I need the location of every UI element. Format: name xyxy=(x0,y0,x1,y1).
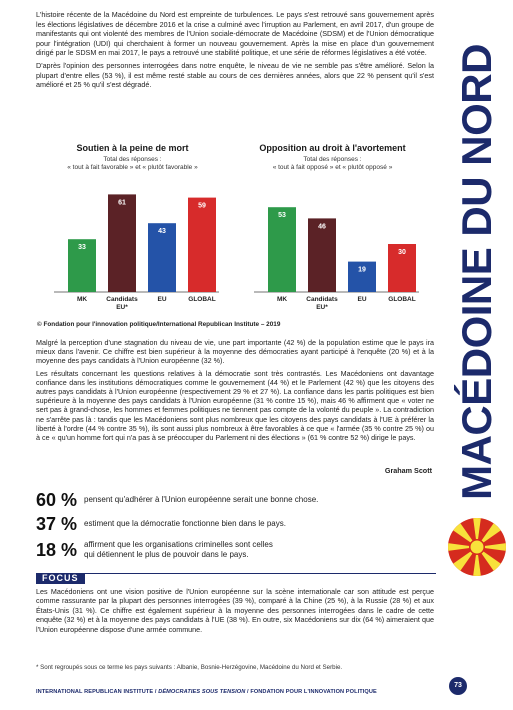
stat-text-line2: qui détiennent le plus de pouvoir dans le pays. xyxy=(84,549,249,559)
bar-candidats-eu- xyxy=(108,194,136,292)
north-macedonia-flag-icon xyxy=(447,517,507,577)
chart2-subtitle xyxy=(240,156,425,172)
focus-text: Les Macédoniens ont une vision positive de l'Union européenne sur la scène internationale car son attitude est perçue comme rassurante par la plupart des personnes interrogées (39 %), comparé à la Chine (25 %), à la Russie (28 %) et aux États-Unis (31 %). Ce chiffre est également supérieur à la moyenne des personnes interrogées dans le cadre de cette enquête (32 %) et à la moyenne des pays candidats à l'UE (38 %). En outre, six Macédoniens sur dix (64 %) aimeraient que l'Union européenne dispose d'une armée commune. xyxy=(36,587,434,634)
chart-source: © Fondation pour l'innovation politique/International Republican Institute – 2019 xyxy=(37,321,281,328)
bar-value-label: 46 xyxy=(318,223,326,231)
bar-global xyxy=(188,198,216,292)
category-label: GLOBAL xyxy=(388,296,416,303)
intro-text xyxy=(36,10,434,93)
stat-text-line1: estiment que la démocratie fonctionne bien dans le pays. xyxy=(84,519,286,528)
stat-value: 60 % xyxy=(36,490,78,510)
category-label: EU xyxy=(157,296,167,303)
category-label: MK xyxy=(76,296,88,303)
stat-value: 18 % xyxy=(36,540,78,560)
author-name: Graham Scott xyxy=(384,466,432,475)
stat-text xyxy=(84,490,318,505)
bar-value-label: 30 xyxy=(398,249,406,256)
chart2-subtitle-line1: Total des réponses : xyxy=(303,156,362,163)
chart1-svg xyxy=(40,174,225,314)
chart1-title: Soutien à la peine de mort xyxy=(76,143,189,153)
focus-rule xyxy=(36,573,436,584)
chart1-subtitle-line2: « tout à fait favorable » et « plutôt favorable » xyxy=(67,164,198,171)
footer-part1: INTERNATIONAL REPUBLICAN INSTITUTE / xyxy=(36,689,159,695)
bar-value-label: 33 xyxy=(78,244,86,252)
side-title xyxy=(443,22,511,522)
side-title-text: MACÉDOINE DU NORD xyxy=(453,44,500,500)
body-paragraph-1: Malgré la perception d'une stagnation du niveau de vie, une part importante (42 %) de la population estime que le pays ira mieux dans l'avenir. Ce chiffre est bien supérieur à la moyenne des démocraties ayant participé à l'enquête (20 %) et à la moyenne des pays candidats à l'Union européenne (32 %). xyxy=(36,338,434,366)
chart1-subtitle-line1: Total des réponses : xyxy=(103,156,162,163)
stat-democracy xyxy=(36,514,436,534)
category-label: EU* xyxy=(116,304,128,311)
chart2-title: Opposition au droit à l'avortement xyxy=(259,143,406,153)
intro-paragraph-1: L'histoire récente de la Macédoine du Nord est empreinte de turbulences. Le pays s'est retrouvé sans gouvernement après les élections législatives de décembre 2016 et la crise a culminé avec l'irruption au Parlement, en avril 2017, d'un groupe de manifestants qui ont violenté des membres de l'Union sociale-démocrate de Macédoine (SDSM) et de l'Union démocratique pour l'intégration (UDI) qui cherchaient à former un nouveau gouvernement. Après la mise en place d'un gouvernement dirigé par le SDSM en mai 2017, le pays a retrouvé une stabilité politique, et une série de réformes législatives a été votée. xyxy=(36,10,434,58)
body-text xyxy=(36,338,434,445)
footer-part2: DÉMOCRATIES SOUS TENSION xyxy=(158,689,246,695)
category-label: Candidats xyxy=(306,296,338,303)
intro-paragraph-2: D'après l'opinion des personnes interrogées dans notre enquête, le niveau de vie ne semble pas s'être amélioré. Selon la plupart d'entre elles (53 %), il est même resté stable au cours de ces dernières années, alors que 22 % pensent qu'il s'est amélioré et 25 % qu'il s'est dégradé. xyxy=(36,60,434,90)
page-number: 73 xyxy=(449,677,467,695)
category-label: EU xyxy=(357,296,367,303)
stat-value: 37 % xyxy=(36,514,78,534)
bar-value-label: 61 xyxy=(118,199,126,207)
stat-text xyxy=(84,514,286,529)
stat-text xyxy=(84,540,273,560)
stat-criminal-organizations xyxy=(36,540,436,560)
chart2-svg xyxy=(240,174,425,314)
footer xyxy=(36,689,436,695)
footer-part3: / FONDATION POUR L'INNOVATION POLITIQUE xyxy=(245,689,377,695)
category-label: EU* xyxy=(316,304,328,311)
category-label: GLOBAL xyxy=(188,296,216,303)
footnote: * Sont regroupés sous ce terme les pays suivants : Albanie, Bosnie-Herzégovine, Macédoine du Nord et Serbie. xyxy=(36,664,343,671)
body-paragraph-2: Les résultats concernant les questions relatives à la démocratie sont très contrastés. Les Macédoniens ont davantage confiance dans les institutions démocratiques comme le gouvernement (44 %) et le Parlement (42 %) que les citoyens des autres pays candidats à l'Union européenne (respectivement 29 % et 27 %). La confiance dans les partis politiques est bien supérieure à la moyenne des pays candidats à l'Union européenne (31 % contre 15 %), mais 46 % affirment que « voter ne sert pas à grand-chose, les hommes et femmes politiques ne tiennent pas compte de la volonté du peuple ». La contradiction ne s'arrête pas là : tandis que les Macédoniens sont plus nombreux que les citoyens des pays candidats à l'UE à préférer la liberté à l'ordre (44 % contre 35 %), ils sont aussi plus nombreux à être favorables à ce que « l'armée (35 % contre 25 %) ou à ce « qu'un homme fort qui n'a pas à se préoccuper du Parlement ni des élections » (61 % contre 52 %) dirige le pays. xyxy=(36,368,434,443)
bar-value-label: 53 xyxy=(278,212,286,220)
chart1-subtitle xyxy=(40,156,225,172)
bar-value-label: 43 xyxy=(158,228,166,236)
bar-mk xyxy=(268,207,296,292)
stat-eu-membership xyxy=(36,490,436,510)
flag-body xyxy=(447,517,507,577)
stat-text-line1: affirment que les organisations criminelles sont celles xyxy=(84,540,273,549)
focus-label: FOCUS xyxy=(36,573,85,584)
stat-text-line1: pensent qu'adhérer à l'Union européenne serait une bonne chose. xyxy=(84,495,319,504)
category-label: MK xyxy=(276,296,288,303)
category-label: Candidats xyxy=(106,296,138,303)
bar-value-label: 59 xyxy=(198,202,206,210)
chart2-subtitle-line2: « tout à fait opposé » et « plutôt opposé » xyxy=(272,164,393,171)
bar-value-label: 19 xyxy=(358,266,366,274)
